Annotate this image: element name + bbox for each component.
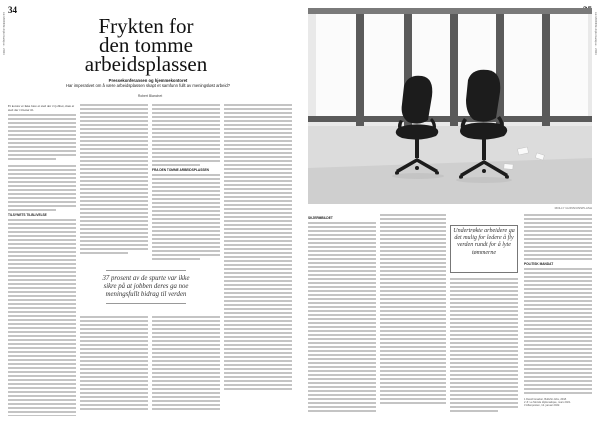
text-column-2 [80, 104, 148, 264]
pull-quote-text: 37 prosent av de spurte var ikke sikre på at jobben deres ga noe meningsfullt bidrag til verden [102, 275, 190, 298]
text-column-3 [152, 104, 220, 264]
page-number-left: 34 [8, 5, 17, 15]
quote-box-text: Undertrøkte arbeidere ga det mulig for ledere å fly verden rundt for å lyte tømmerne [453, 228, 515, 256]
pull-quote [98, 268, 194, 308]
text-column-8 [524, 214, 592, 396]
footnote-1: 1 David Graeber, Bullshit Jobs, 2018. [524, 398, 567, 401]
article-title [56, 14, 236, 76]
footnote-2: 2 Jf. Le Monde diplomatique, mars 2021. [524, 401, 572, 405]
subtitle-kicker: Pressekonferansen og hjemmekontoret [108, 78, 188, 83]
section-heading-4: POLITISK MANDAT [524, 262, 554, 266]
quote-box [450, 225, 518, 273]
margin-label-left: LE MONDE diplomatique · 2023 [2, 12, 6, 55]
lead-text: Et kontor er ikke bare et sted der vi jobber, men et sted der vi hører til. [8, 104, 75, 112]
footnotes [524, 398, 592, 408]
section-heading-3: SKJERMBILDET [308, 216, 333, 220]
text-column-5 [308, 214, 376, 416]
title-line-2: den tomme [99, 33, 193, 57]
margin-label-right: LE MONDE diplomatique · 2023 [594, 12, 598, 55]
text-column-2-lower [80, 316, 220, 416]
subtitle-deck: Har imperativet om å være arbeidsplassen skapt et samfunn fullt av meningsløst arbeid? [65, 83, 231, 89]
section-heading-1: TILSYNETS TILBLIVELSE [8, 213, 47, 217]
title-line-3: arbeidsplassen [84, 52, 208, 76]
office-chairs-photo [308, 8, 592, 204]
photo-credit: MOLLY GUINN/UNSPLASH [554, 206, 592, 210]
text-column-4 [224, 104, 292, 416]
right-page [300, 0, 600, 428]
section-heading-2: FRA DEN TOMME ARBEIDSPLASSEN [152, 168, 209, 172]
footnote-3: 3 Aftenposten, 12. januar 2022. [524, 404, 561, 408]
title-line-1: Frykten for [98, 14, 194, 38]
article-subtitle [50, 78, 246, 88]
text-column-7 [450, 278, 518, 416]
text-column-1 [8, 104, 76, 416]
text-column-6 [380, 214, 446, 416]
byline: Robert Blanchet [137, 94, 163, 98]
